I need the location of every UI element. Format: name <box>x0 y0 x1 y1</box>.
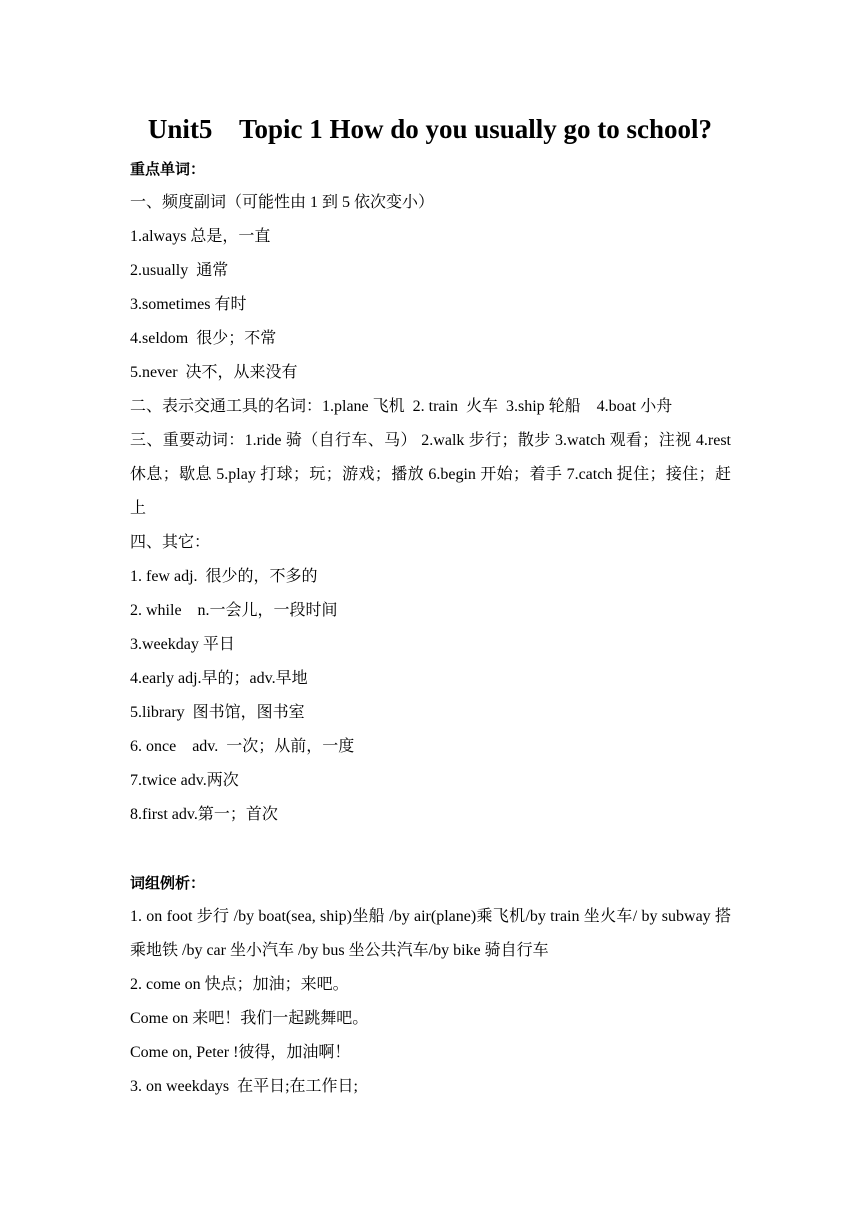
other-item: 1. few adj. 很少的，不多的 <box>130 568 318 585</box>
example-sentence: Come on 来吧！我们一起跳舞吧。 <box>130 1010 369 1027</box>
frequency-item: 2.usually 通常 <box>130 262 229 279</box>
other-item: 7.twice adv.两次 <box>130 772 239 789</box>
document-body <box>130 152 731 1104</box>
frequency-item: 1.always 总是，一直 <box>130 228 271 245</box>
blank-spacer <box>130 832 731 866</box>
other-item: 5.library 图书馆，图书室 <box>130 704 305 721</box>
phrase-item-weekdays: 3. on weekdays 在平日;在工作日; <box>130 1078 358 1095</box>
phrase-item-transport: 1. on foot 步行 /by boat(sea, ship)坐船 /by air(plane)乘飞机/by train 坐火车/ by subway 搭乘地铁 /by car 坐小汽车 /by bus 坐公共汽车/by bike 骑自行车 <box>130 908 731 959</box>
page-title: Unit5 Topic 1 How do you usually go to school? <box>147 114 713 144</box>
important-verbs-paragraph: 三、重要动词：1.ride 骑（自行车、马） 2.walk 步行；散步 3.watch 观看；注视 4.rest 休息；歇息 5.play 打球；玩；游戏；播放 6.begin 开始；着手 7.catch 捉住；接住；赶上 <box>130 432 731 517</box>
frequency-item: 4.seldom 很少；不常 <box>130 330 277 347</box>
other-item: 4.early adj.早的；adv.早地 <box>130 670 308 687</box>
frequency-adverbs-heading: 一、频度副词（可能性由 1 到 5 依次变小） <box>130 194 435 211</box>
other-item: 6. once adv. 一次；从前，一度 <box>130 738 355 755</box>
other-item: 3.weekday 平日 <box>130 636 235 653</box>
phrase-item-come-on: 2. come on 快点；加油；来吧。 <box>130 976 349 993</box>
other-item: 2. while n.一会儿，一段时间 <box>130 602 338 619</box>
frequency-item: 5.never 决不，从来没有 <box>130 364 298 381</box>
example-sentence: Come on, Peter !彼得，加油啊！ <box>130 1044 351 1061</box>
other-item: 8.first adv.第一；首次 <box>130 806 278 823</box>
vocab-heading: 重点单词： <box>130 160 206 178</box>
phrases-heading: 词组例析： <box>130 874 206 892</box>
transport-nouns-line: 二、表示交通工具的名词：1.plane 飞机 2. train 火车 3.ship 轮船 4.boat 小舟 <box>130 398 673 415</box>
other-heading: 四、其它： <box>130 534 211 551</box>
frequency-item: 3.sometimes 有时 <box>130 296 247 313</box>
